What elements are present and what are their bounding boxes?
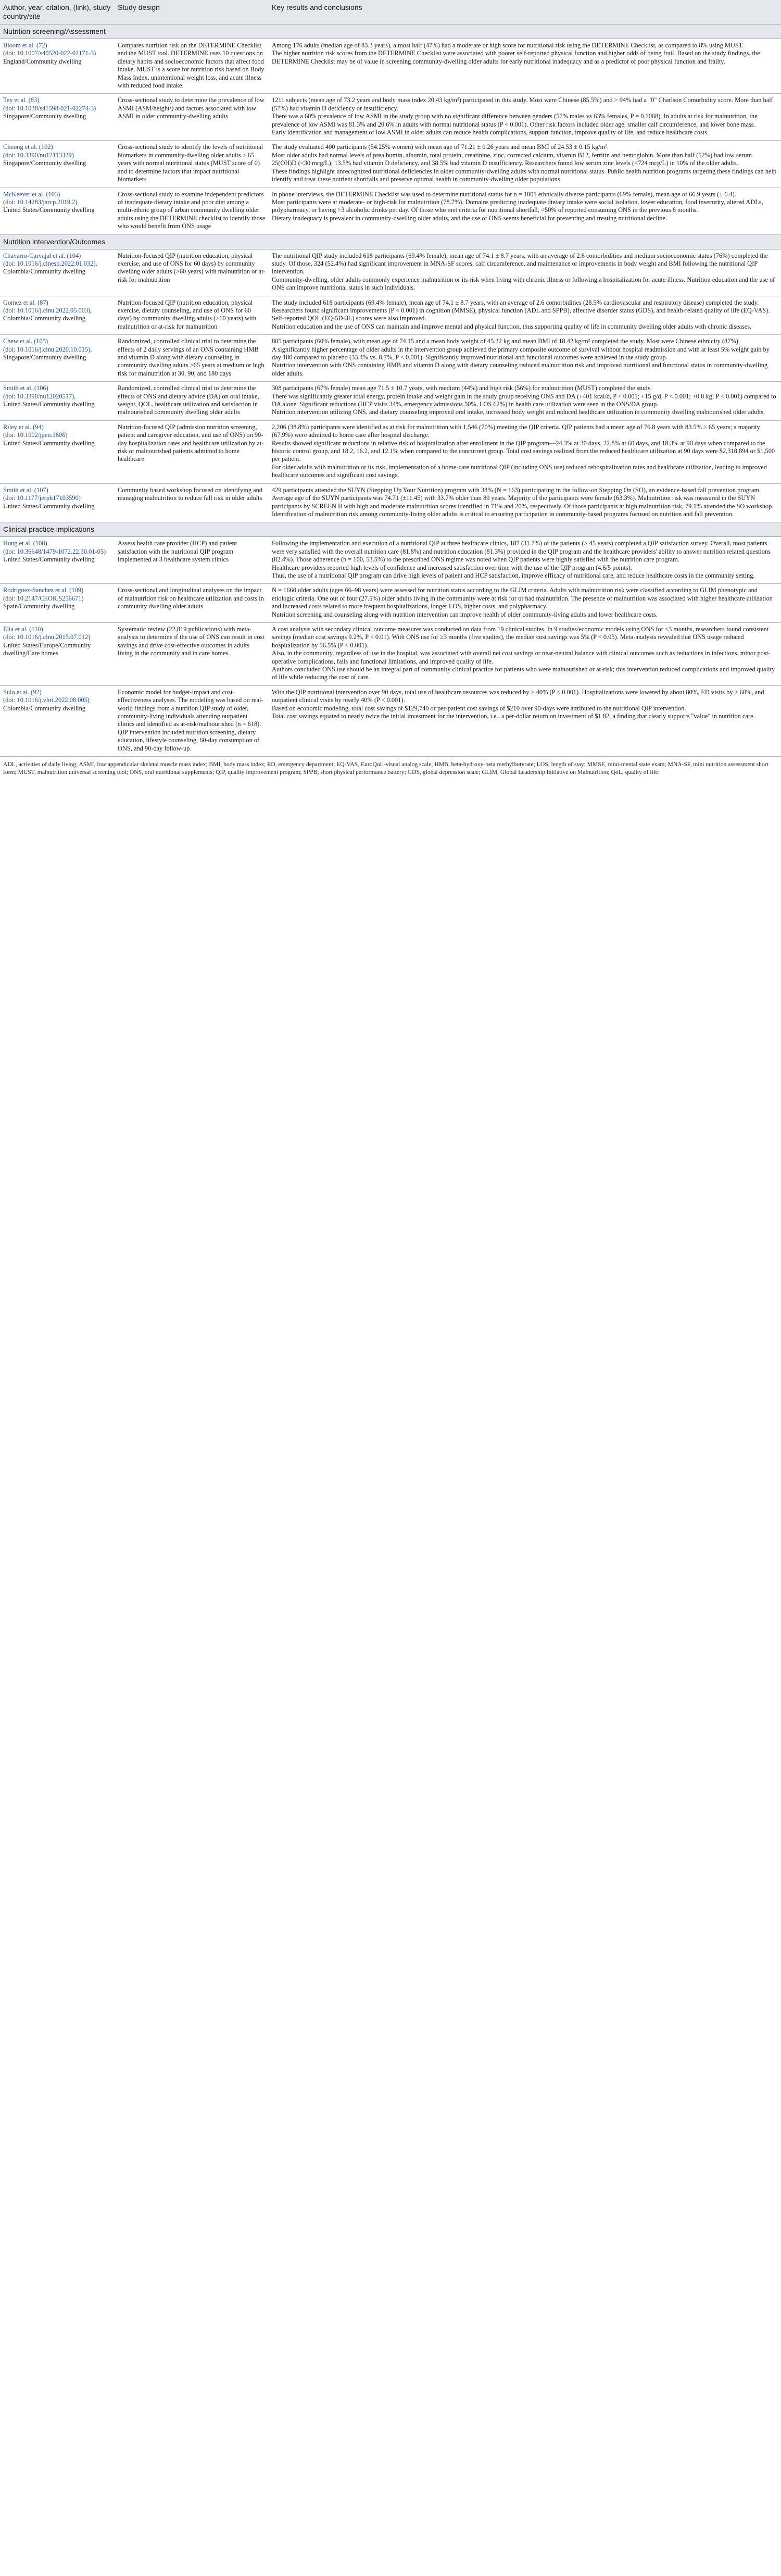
author-cell <box>0 382 115 421</box>
results-cell <box>269 249 781 296</box>
author-citation[interactable]: Cheong et al. (102) <box>3 143 53 151</box>
result-paragraph: For older adults with malnutrition or its risk, implementation of a home-care nutritional QIP (including ONS use) reduced rehospitalization rates and healthcare utilization, leading to improved healthcare outcomes and significant cost savings. <box>272 463 767 479</box>
author-citation[interactable]: Smith et al. (107) <box>3 486 48 494</box>
results-cell <box>269 187 781 234</box>
table-row <box>0 685 781 756</box>
table-row <box>0 483 781 522</box>
result-paragraph: Also, in the community, regardless of use in the hospital, was associated with overall net cost savings or near-neutral balance with clinical outcomes such as reductions in infections, minor post-operative complications, falls and functional limitations, and improved quality of life. <box>272 649 771 665</box>
result-paragraph: With the QIP nutritional intervention over 90 days, total use of healthcare resources was reduced by > 40% (P < 0.001). Hospitalizations were lowered by about 80%, ED visits by > 60%, and outpatient clinical visits by nearly 40% (P < 0.001). <box>272 688 764 704</box>
author-cell <box>0 296 115 335</box>
result-paragraph: Nutrition intervention utilizing ONS, and dietary counseling improved oral intake, increased body weight and reduced healthcare utilization in community dwelling malnourished older adults. <box>272 408 765 416</box>
doi-link[interactable]: (doi: 10.1007/s40520-022-02171-3) <box>3 49 96 57</box>
doi-link[interactable]: (doi: 10.1016/j.vhri.2022.08.005) <box>3 696 90 704</box>
table-row <box>0 187 781 234</box>
author-citation[interactable]: Riley et al. (94) <box>3 423 44 431</box>
doi-link[interactable]: (doi: 10.1016/j.clnu.2015.07.012) <box>3 633 91 641</box>
header-study-design: Study design <box>115 0 269 24</box>
doi-link[interactable]: (doi: 10.1177/jerph17103590) <box>3 494 81 502</box>
results-table <box>0 0 781 757</box>
study-design-cell: Community based workshop focused on identifying and managing malnutrition to reduce fall risk in older adults <box>115 483 269 522</box>
doi-link[interactable]: (doi: 10.3390/nu12020517), <box>3 392 76 400</box>
result-paragraph: Following the implementation and execution of a nutritional QIP at three healthcare clinics, 187 (31.7%) of the patients (> 45 years) completed a QIP satisfaction survey. Overall, most patients were very satisfied with the overall nutrition care (81.8%) and nutrition education (81.3%) provided in the QIP program and the healthcare providers' ability to answer nutrition related questions (82.4%). Those adherence (n = 100, 53.5%) to the prescribed ONS regime was noted when QIP patients were highly satisfied with the nutrition care program. <box>272 540 771 564</box>
author-citation[interactable]: Smith et al. (106) <box>3 384 48 392</box>
doi-link[interactable]: (doi: 10.14283/jarcp.2019.2) <box>3 198 78 206</box>
study-site: United States/Community dwelling <box>3 439 95 447</box>
result-paragraph: There was significantly greater total energy, protein intake and weight gain in the study group receiving ONS and DA (+401 kcal/d, P < 0.001; +15 g/d, P < 0.001; +0.8 kg; P < 0.001) compared to DA alone. Significant reductions (HCP visits 34%, emergency admissions 50%, LOS 62%) in health care utilization were seen in the ONS/DA group. <box>272 392 776 408</box>
result-paragraph: A cost analysis with secondary clinical outcome measures was conducted on data from 19 clinical studies. In 9 studies/economic models using ONS for <3 months, researchers found consistent savings (median cost savings 9.2%, P < 0.01). With ONS use for ≥3 months (five studies), the median cost savings was 5% (P < 0.05). Meta-analysis revealed that ONS usage reduced hospitalization by 16.5% (P < 0.001). <box>272 625 769 649</box>
result-paragraph: The study included 618 participants (69.4% female), mean age of 74.1 ± 8.7 years, with an average of 2.6 comorbidities (28.5% cardiovascular and respiratory disease) completed the study. Researchers found significant improvements (P < 0.001) in cognition (MMSE), physical function (ADL and SPPB), affective disorder status (GDS), and health-related quality of life (EQ-VAS). Self-reported QOL (EQ-5D-3L) scores were also improved. <box>272 298 770 322</box>
results-cell <box>269 141 781 187</box>
author-cell <box>0 187 115 234</box>
author-cell <box>0 94 115 141</box>
table-row <box>0 622 781 685</box>
study-site: Singapore/Community dwelling <box>3 112 86 120</box>
result-paragraph: 308 participants (67% female) mean age 71.5 ± 10.7 years, with medium (44%) and high risk (56%) for malnutrition (MUST) completed the study. <box>272 384 652 392</box>
doi-link[interactable]: (doi: 10.1038/s41598-021-02274-3) <box>3 104 96 112</box>
author-cell <box>0 420 115 483</box>
table-row <box>0 420 781 483</box>
result-paragraph: Community-dwelling, older adults commonly experience malnutrition or its risk when living with chronic illness or following a hospitalization for acute illness. Nutrition education and the use of ONS can improve nutritional status in such individuals. <box>272 276 775 292</box>
section-header-row <box>0 24 781 39</box>
result-paragraph: These findings highlight unrecognized nutritional deficiencies in older community-dwelling adults with normal nutritional status. Public health nutrition programs targeting these findings can help identify and treat these nutrient shortfalls and preserve optimal health in community-dwelling older populations. <box>272 167 777 183</box>
doi-link[interactable]: (doi: 10.36648/1479-1072.22.30.01-05) <box>3 547 106 555</box>
author-citation[interactable]: Elia et al. (110) <box>3 625 43 633</box>
study-design-cell: Economic model for budget-impact and cost-effectiveness analyses. The modeling was based on real-world findings from a nutrition QIP study of older, community-living individuals attending outpatient clinics and identified as at-risk/malnourished (n = 618). QIP intervention included nutrition screening, dietary education, lifestyle counseling, 60-day consumption of ONS, and 90-day follow-up. <box>115 685 269 756</box>
table-footnote: ADL, activities of daily living; ASMI, low appendicular skeletal muscle mass index; BMI, body mass index; ED, emergency department; EQ-VAS, EuroQoL-visual analog scale; HMB, beta-hydroxy-beta methylbutyrate; LOS, length of stay; MMSE, mini-mental state exam; MNA-SF, mini nutrition assessment short form; MUST, malnutrition universal screening tool; ONS, oral nutritional supplements; QIP, quality improvement program; SPPB, short physical performance battery; GDS, global depression scale; GLIM, Global Leadership Initiative on Malnutrition; QoL, quality of life. <box>3 761 769 776</box>
study-design-cell: Cross-sectional study to determine the prevalence of low ASMI (ASM/height²) and factors associated with low ASMI in older community-dwelling adults <box>115 94 269 141</box>
table-row <box>0 296 781 335</box>
table-row <box>0 584 781 623</box>
study-site: England/Community dwelling <box>3 57 82 65</box>
doi-link[interactable]: (doi: 10.1016/j.clnu.2022.05.003), <box>3 306 92 314</box>
result-paragraph: Thus, the use of a nutritional QIP program can drive high levels of patient and HCP satisfaction, improve efficacy of nutritional care, and reduce healthcare costs in the community setting. <box>272 571 755 579</box>
author-citation[interactable]: Rodriguez-Sanchez et al. (109) <box>3 586 84 594</box>
author-cell <box>0 335 115 382</box>
study-design-cell: Compares nutrition risk on the DETERMINE Checklist and the MUST tool. DETERMINE uses 10 questions on dietary habits and socioeconomic factors that affect food intake. MUST is a score for nutrition risk based on Body Mass Index, unintentional weight loss, and acute illness with reduced food intake. <box>115 39 269 94</box>
author-cell <box>0 483 115 522</box>
header-author: Author, year, citation, (link), study country/site <box>0 0 115 24</box>
results-cell <box>269 94 781 141</box>
author-cell <box>0 249 115 296</box>
result-paragraph: Most older adults had normal levels of prealbumin, albumin, total protein, creatinine, zinc, corrected calcium, vitamin B12, ferritin and hemoglobin. More than half (52%) had low serum 25(OH)D (<30 mcg/L); 13.5% had vitamin D deficiency, and 38.5% had vitamin D insufficiency. Researchers found low serum zinc levels (<724 mcg/L) in 10% of the older adults. <box>272 151 752 167</box>
result-paragraph: 2,206 (38.8%) participants were identified as at risk for malnutrition with 1,546 (70%) meeting the QIP criteria. QIP patients had a mean age of 76.8 years with 83.5% ≥ 65 years; a majority (67.9%) were admitted to home care after hospital discharge. <box>272 423 760 439</box>
table-row <box>0 94 781 141</box>
result-paragraph: Authors concluded ONS use should be an integral part of community clinical practice for patients who were malnourished or at-risk; this intervention reduced complications and improved quality of life while reducing the cost of care. <box>272 666 775 681</box>
result-paragraph: The nutritional QIP study included 618 participants (69.4% female), mean age of 74.1 ± 8.7 years, with an average of 2.6 comorbidities and medium socioeconomic status (76%) completed the study. Of those, 324 (52.4%) had significant improvement in MNA-SF scores, calf circumference, and maintenance or improvements in body weight and BMI following the nutritional QIP intervention. <box>272 252 768 276</box>
doi-link[interactable]: (doi: 10.2147/CEOR.S256671) <box>3 594 84 602</box>
results-cell <box>269 296 781 335</box>
header-key-results: Key results and conclusions <box>269 0 781 24</box>
author-cell <box>0 141 115 187</box>
study-design-cell: Cross-sectional and longitudinal analyses on the impact of malnutrition risk on healthcare utilization and costs in community dwelling older adults <box>115 584 269 623</box>
result-paragraph: Nutrition education and the use of ONS can maintain and improve mental and physical function, thus supporting quality of life in community dwelling older adults with chronic diseases. <box>272 322 752 330</box>
table-row <box>0 141 781 187</box>
doi-link[interactable]: (doi: 10.1002/jpen.1606) <box>3 431 68 439</box>
result-paragraph: Healthcare providers reported high levels of confidence and increased satisfaction over time with the use of the QIP program (4.6/5 points). <box>272 564 632 571</box>
result-paragraph: Identification of malnutrition risk among community-living older adults is critical to ensuring participation in community-based programs focused on nutrition and fall prevention. <box>272 510 734 518</box>
author-citation[interactable]: Tey et al. (83) <box>3 96 40 104</box>
study-site: Colombia/Community dwelling <box>3 268 85 276</box>
result-paragraph: The study evaluated 400 participants (54.25% women) with mean age of 71.21 ± 0.26 years and mean BMI of 24.53 ± 0.15 kg/m². <box>272 143 609 151</box>
author-cell <box>0 39 115 94</box>
section-header-row <box>0 522 781 537</box>
result-paragraph: A significantly higher percentage of older adults in the intervention group achieved the primary composite outcome of survival without hospital readmission and with at least 5% weight gain by day 180 compared to placebo (33.4% vs. 8.7%, P < 0.001). Significantly improved nutritional and functional outcomes were achieved in the study group. <box>272 345 770 361</box>
results-cell <box>269 335 781 382</box>
table-row <box>0 537 781 584</box>
study-design-cell: Assess health care provider (HCP) and patient satisfaction with the nutritional QIP program implemented at 3 healthcare system clinics <box>115 537 269 584</box>
doi-link[interactable]: (doi: 10.1016/j.clnesp.2022.01.032), <box>3 259 97 267</box>
author-cell <box>0 537 115 584</box>
results-cell <box>269 420 781 483</box>
results-cell <box>269 622 781 685</box>
doi-link[interactable]: (doi: 10.1016/j.clnu.2020.10.015), <box>3 345 92 353</box>
result-paragraph: Most participants were at moderate- or high-risk for malnutrition (78.7%). Domains predicting inadequate dietary intake were social isolation, lower education, food insecurity, altered ADLs, polypharmacy, or having >3 alcoholic drinks per day. Of those who met criteria for nutritional shortfall, <50% of reported consuming ONS in the previous 6 months. <box>272 198 763 214</box>
study-design-cell: Nutrition-focused QIP (admission nutrition screening, patient and caregiver education, and use of ONS) on 90-day hospitalization rates and healthcare utilization by at-risk or malnourished patients admitted to home healthcare <box>115 420 269 483</box>
section-header-row <box>0 234 781 249</box>
table-row <box>0 335 781 382</box>
result-paragraph: 429 participants attended the SUYN (Stepping Up Your Nutrition) program with 38% (N = 163) participating in the follow-on Stepping On (SO), an evidence-based fall prevention program. Average age of the SUYN participants was 74.71 (±11.45) with 33.7% older than 80 years. Majority of the participants were female (63.3%). Malnutrition risk was measured in the SUYN participants by SCREEN II with high and moderate malnutrition scores identified in 71% and 20%, respectively. Of those participants at high malnutrition risk, 79.1% attended the SO workshop. <box>272 486 774 510</box>
study-site: United States/Community dwelling <box>3 556 95 564</box>
study-site: Colombia/Community dwelling <box>3 315 85 322</box>
results-cell <box>269 39 781 94</box>
section-title: Nutrition screening/Assessment <box>0 24 781 39</box>
result-paragraph: 805 participants (60% female), with mean age of 74.15 and a mean body weight of 45.32 kg and mean BMI of 18.42 kg/m² completed the study. Most were Chinese ethnicity (87%). <box>272 337 740 345</box>
result-paragraph: Nutrition screening and counseling along with nutrition intervention can improve health of older community-living adults and lower healthcare costs. <box>272 610 658 618</box>
author-citation[interactable]: Chavarro-Carvajal et al. (104) <box>3 252 81 259</box>
study-site: United States/Community dwelling <box>3 401 95 408</box>
author-cell <box>0 622 115 685</box>
author-citation[interactable]: Chew et al. (105) <box>3 337 48 345</box>
result-paragraph: Dietary inadequacy is prevalent in community-dwelling older adults, and the use of ONS seems beneficial for preventing and treating nutritional decline. <box>272 214 667 222</box>
study-site: Colombia/Community dwelling <box>3 704 85 712</box>
study-site: Singapore/Community dwelling <box>3 159 86 167</box>
results-cell <box>269 382 781 421</box>
result-paragraph: Total cost savings equated to nearly twice the initial investment for the intervention, i.e., a per-dollar return on investment of $1.82, a finding that clearly supports "value" in nutrition care. <box>272 712 755 720</box>
study-site: United States/Community dwelling <box>3 502 95 510</box>
doi-link[interactable]: (doi: 10.3390/nu12113329) <box>3 151 74 159</box>
results-cell <box>269 584 781 623</box>
result-paragraph: The higher nutrition risk scores from the DETERMINE Checklist were associated with poorer self-reported physical function and higher odds of being frail. Based on the study findings, the DETERMINE Checklist may be of value in screening community-dwelling older adults for early nutritional inadequacy and as a predictor of poor physical function and frailty. <box>272 49 760 65</box>
author-citation[interactable]: McKeever et al. (103) <box>3 190 60 198</box>
author-cell <box>0 685 115 756</box>
section-title: Clinical practice implications <box>0 522 781 537</box>
table-header <box>0 0 781 24</box>
result-paragraph: N = 1660 older adults (ages 66–98 years) were assessed for nutrition status according to the GLIM criteria. Adults with malnutrition risk were classified according to GLIM phenotypic and etiologic criteria. One out of four (27.5%) older adults living in the community were at risk for or had malnutrition. The presence of malnutrition was associated with higher healthcare utilization and increased costs related to more frequent hospitalizations, longer LOS, higher costs, and polypharmacy. <box>272 586 773 610</box>
table-body <box>0 24 781 757</box>
study-design-cell: Nutrition-focused QIP (nutrition education, physical exercise, dietary counseling, and use of ONS for 60 days) by community dwelling adults (>60 years) with malnutrition or at-risk for malnutrition <box>115 296 269 335</box>
study-design-cell: Randomized, controlled clinical trial to determine the effects of ONS and dietary advice (DA) on oral intake, weight, QOL, healthcare utilization and satisfaction in malnourished community dwelling older adults <box>115 382 269 421</box>
table-row <box>0 39 781 94</box>
study-design-cell: Nutrition-focused QIP (nutrition education, physical exercise, and use of ONS for 60 days) by community dwelling older adults (>60 years) with malnutrition or at-risk for malnutrition <box>115 249 269 296</box>
study-design-cell: Cross-sectional study to examine independent predictors of inadequate dietary intake and poor diet among a multi-ethnic group of urban community dwelling older adults using the DETERMINE checklist to identify those who would benefit from ONS usage <box>115 187 269 234</box>
table-document <box>0 0 781 778</box>
section-title: Nutrition intervention/Outcomes <box>0 234 781 249</box>
result-paragraph: In phone interviews, the DETERMINE Checklist was used to determine nutritional status for n = 1001 ethnically diverse participants (69% female), mean age of 66.9 years (± 6.4). <box>272 190 736 198</box>
study-site: Singapore/Community dwelling <box>3 354 86 361</box>
result-paragraph: Results showed significant reductions in relative risk of hospitalization after enrollment in the QIP program—24.3% at 30 days, 22.8% at 60 days, and 18.3% at 90 days when compared to the historic control group, and 18.2, 16.2, and 12.1% when compared to the concurrent group. Total cost savings realized from the reduced healthcare utilization at 90 days were $2,318,894 or $1,500 per patient. <box>272 439 775 463</box>
study-site: United States/Europe/Community dwelling/Care homes <box>3 641 91 657</box>
study-site: United States/Community dwelling <box>3 206 95 214</box>
result-paragraph: 1211 subjects (mean age of 73.2 years and body mass index 20.43 kg/m²) participated in this study. Most were Chinese (85.5%) and > 94% had a "0" Charlson Comorbidity score. More than half (57%) had vitamin D deficiency or insufficiency. <box>272 96 773 112</box>
table-row <box>0 382 781 421</box>
study-design-cell: Systematic review (22,819 publications) with meta-analysis to determine if the use of ONS can result in cost savings and drive cost-effective outcomes in adults living in the community and in care homes. <box>115 622 269 685</box>
author-cell <box>0 584 115 623</box>
result-paragraph: Among 176 adults (median age of 83.3 years), almost half (47%) had a moderate or high score for nutritional risk using the DETERMINE Checklist, as compared to 8% using MUST. <box>272 42 744 49</box>
result-paragraph: Early identification and management of low ASMI in older adults can reduce health complications, support function, improve quality of life, and reduce healthcare costs. <box>272 129 709 136</box>
result-paragraph: Nutrition intervention with ONS containing HMB and vitamin D along with dietary counseling reduced malnutrition risk and improved nutritional and functional status in community-dwelling older adults. <box>272 361 768 377</box>
result-paragraph: There was a 60% prevalence of low ASMI in the study group with no significant difference between genders (57% males vs 63% females, P = 0.1068). In adults at risk for malnutrition, the prevalence of low ASMI was 81.3% and 20.6% in adults with normal nutritional status (P < 0.001). Other risk factors included older age, smaller calf circumference, and lower bone mass. <box>272 112 758 128</box>
author-citation[interactable]: Gomez et al. (87) <box>3 298 48 306</box>
study-site: Spain/Community dwelling <box>3 603 75 610</box>
result-paragraph: Based on economic modeling, total cost savings of $129,740 or per-patient cost savings of $210 over 90-days were attributed to the nutritional QIP intervention. <box>272 704 686 712</box>
table-row <box>0 249 781 296</box>
results-cell <box>269 685 781 756</box>
author-citation[interactable]: Sulo et al. (92) <box>3 688 42 696</box>
study-design-cell: Randomized, controlled clinical trial to determine the effects of 2 daily servings of an ONS containing HMB and vitamin D along with dietary counseling in community dwelling adults >65 years at medium or high risk for malnutrition at 30, 90, and 180 days <box>115 335 269 382</box>
results-cell <box>269 483 781 522</box>
results-cell <box>269 537 781 584</box>
study-design-cell: Cross-sectional study to identify the levels of nutritional biomarkers in community-dwelling older adults > 65 years with normal nutritional status (MUST score of 0) and to determine factors that impact nutritional biomarkers <box>115 141 269 187</box>
author-citation[interactable]: Hong et al. (108) <box>3 540 47 547</box>
author-citation[interactable]: Bloom et al. (72) <box>3 42 47 49</box>
